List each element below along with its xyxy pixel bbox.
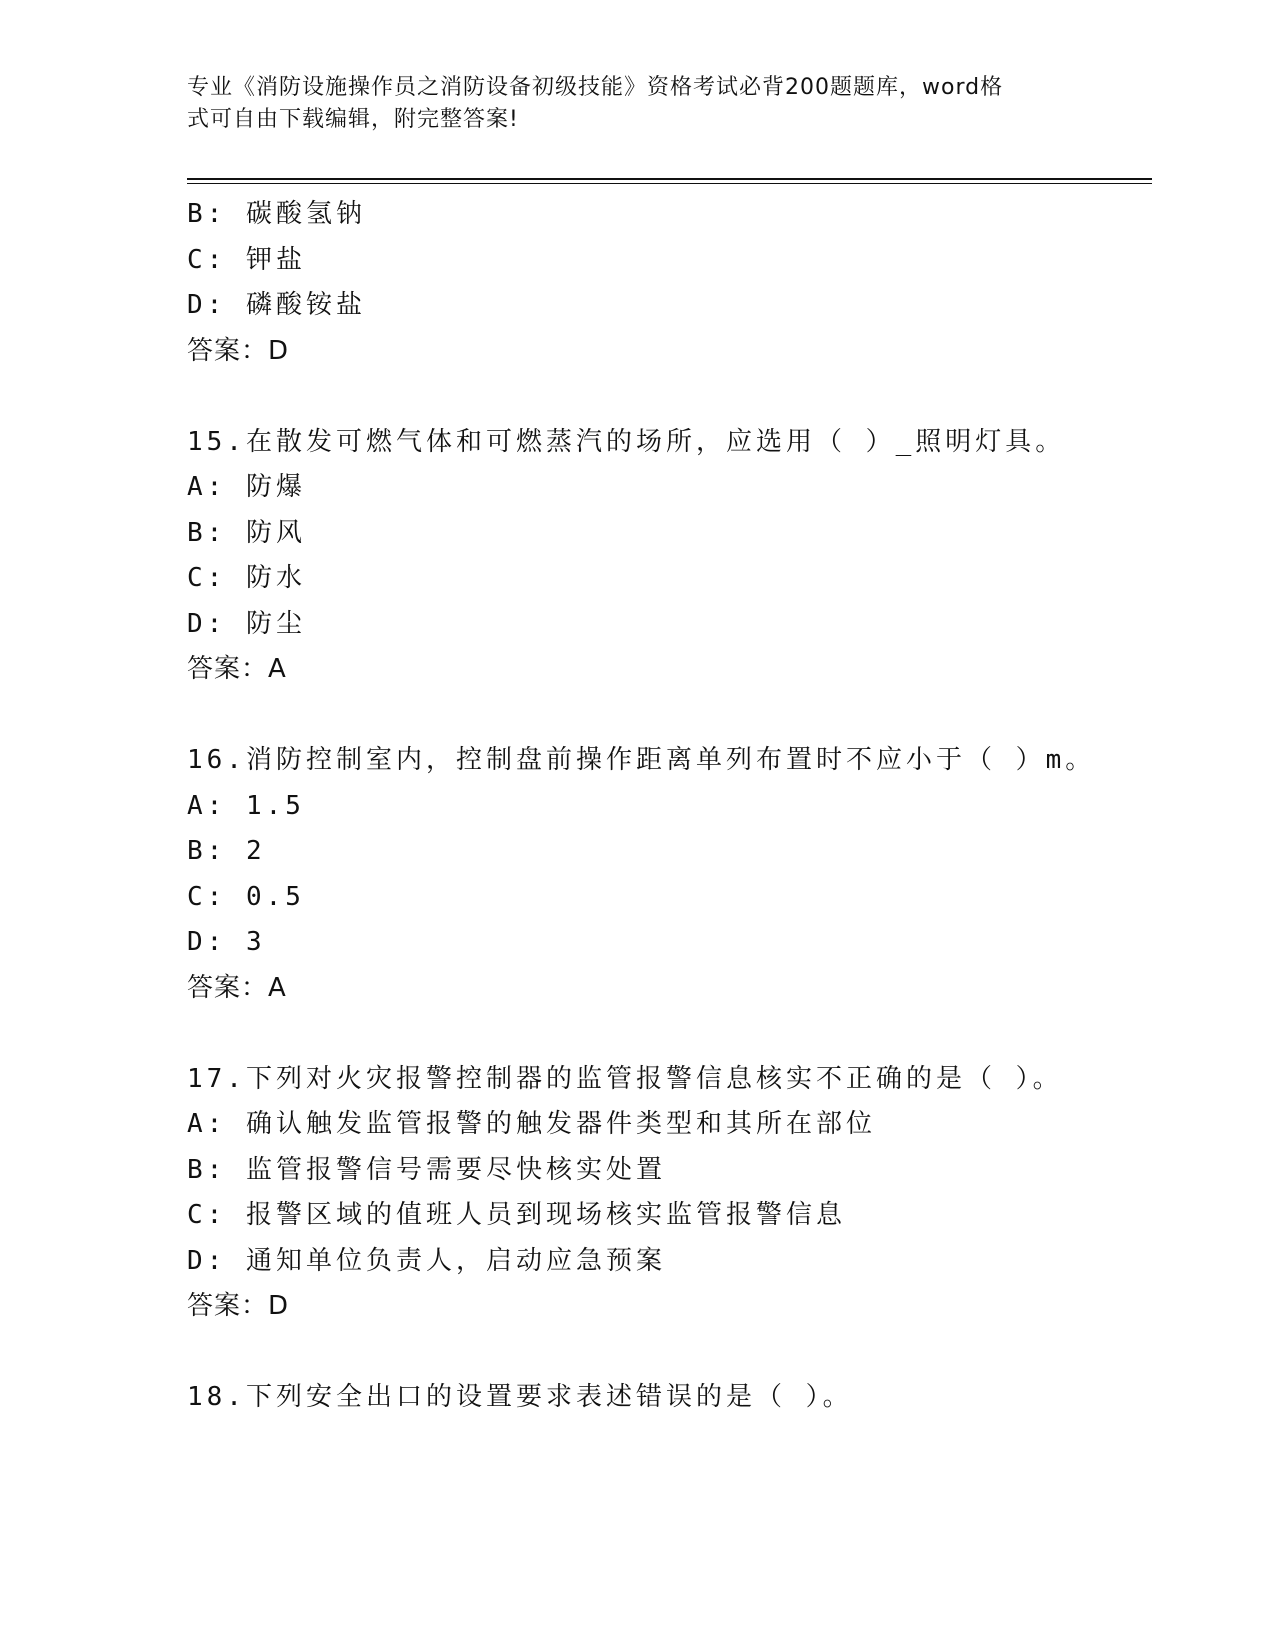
answer-line: 答案：D xyxy=(187,335,290,366)
answer-line: 答案：D xyxy=(187,1291,290,1321)
option-d: D: 通知单位负责人，启动应急预案 xyxy=(187,1245,666,1276)
question-list xyxy=(187,192,1152,1421)
spacer xyxy=(187,1330,1152,1376)
header-divider-thin xyxy=(187,183,1152,184)
option-b: B: 监管报警信号需要尽快核实处置 xyxy=(187,1154,666,1185)
question-text: 16.消防控制室内，控制盘前操作距离单列布置时不应小于（ ）m。 xyxy=(187,745,1096,775)
option-a: A: 防爆 xyxy=(187,472,306,502)
option-c: C: 防水 xyxy=(187,563,306,593)
option-a: A: 1.5 xyxy=(187,790,305,821)
header-divider-thick xyxy=(187,178,1152,180)
question-text: 15.在散发可燃气体和可燃蒸汽的场所，应选用（ ）_照明灯具。 xyxy=(187,426,1066,457)
header-line-2: 式可自由下载编辑，附完整答案! xyxy=(187,107,519,132)
spacer xyxy=(187,693,1152,739)
option-b: B: 碳酸氢钠 xyxy=(187,199,366,229)
question-17 xyxy=(187,1057,1152,1330)
option-a: A: 确认触发监管报警的触发器件类型和其所在部位 xyxy=(187,1109,876,1139)
question-18 xyxy=(187,1375,1152,1421)
question-16 xyxy=(187,738,1152,1011)
header-line-1: 专业《消防设施操作员之消防设备初级技能》资格考试必背200题题库，word格 xyxy=(187,75,1004,100)
question-14-continued xyxy=(187,192,1152,374)
spacer xyxy=(187,374,1152,420)
answer-line: 答案：A xyxy=(187,972,287,1003)
question-text: 18.下列安全出口的设置要求表述错误的是（ ）。 xyxy=(187,1382,853,1412)
option-d: D: 防尘 xyxy=(187,608,306,639)
answer-line: 答案：A xyxy=(187,654,287,684)
question-15 xyxy=(187,420,1152,693)
document-header xyxy=(187,72,1067,136)
option-c: C: 钾盐 xyxy=(187,244,306,275)
option-d: D: 磷酸铵盐 xyxy=(187,290,366,320)
option-b: B: 防风 xyxy=(187,517,306,548)
option-c: C: 报警区域的值班人员到现场核实监管报警信息 xyxy=(187,1200,846,1230)
option-d: D: 3 xyxy=(187,927,266,957)
question-text: 17.下列对火灾报警控制器的监管报警信息核实不正确的是（ ）。 xyxy=(187,1063,1063,1094)
spacer xyxy=(187,1011,1152,1057)
option-c: C: 0.5 xyxy=(187,881,305,912)
option-b: B: 2 xyxy=(187,836,266,866)
